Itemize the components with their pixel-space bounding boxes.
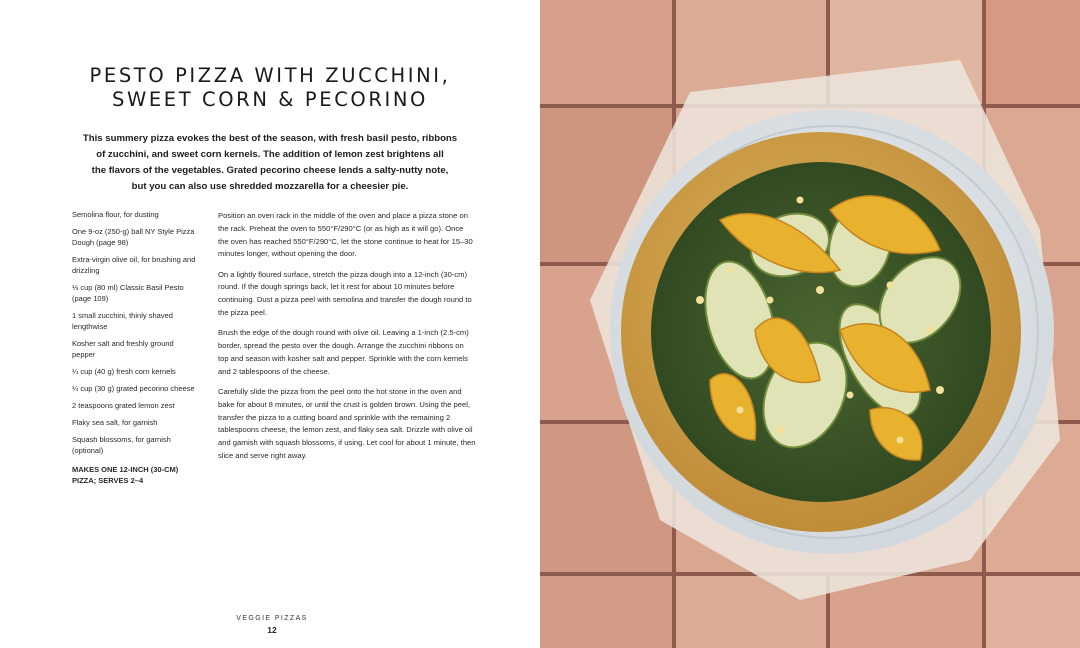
- ingredient-item: ⅓ cup (80 ml) Classic Basil Pesto (page 109): [72, 283, 184, 303]
- method-steps: [218, 210, 476, 470]
- ingredient-item: Squash blossoms, for garnish (optional): [72, 435, 171, 455]
- ingredient-item: 2 teaspoons grated lemon zest: [72, 401, 175, 410]
- ingredient-item: Extra-virgin olive oil, for brushing and drizzling: [72, 255, 196, 275]
- ingredient-item: ¼ cup (40 g) fresh corn kernels: [72, 367, 176, 376]
- section-name: VEGGIE PIZZAS: [236, 615, 308, 622]
- recipe-intro: [74, 131, 466, 195]
- page-number: 12: [267, 625, 277, 635]
- pesto-layer: [651, 162, 991, 502]
- recipe-title-line-1: PESTO PIZZA WITH ZUCCHINI,: [89, 64, 451, 87]
- ingredient-item: Flaky sea salt, for garnish: [72, 418, 158, 427]
- intro-line: of zucchini, and sweet corn kernels. The addition of lemon zest brightens all: [96, 149, 444, 160]
- pizza-illustration: [540, 0, 1080, 648]
- method-step: Position an oven rack in the middle of the oven and place a pizza stone on the rack. Preheat the oven to 550°F/290°C (or as high as it will go). Once the oven has reached 550°F/290°C, let the stone continue to heat for 15–30 minutes longer, without opening the door.: [218, 211, 473, 259]
- intro-line: but you can also use shredded mozzarella for a cheesier pie.: [131, 181, 409, 192]
- recipe-title-line-2: SWEET CORN & PECORINO: [112, 88, 428, 111]
- pizza-photo: [540, 0, 1080, 648]
- recipe-title: [40, 64, 500, 112]
- method-step: Brush the edge of the dough round with olive oil. Leaving a 1-inch (2.5-cm) border, spread the pesto over the dough. Arrange the zucchini ribbons on top and season with kosher salt and pepper. Sprinkle with the corn kernels and 2 tablespoons of the cheese.: [218, 328, 469, 376]
- recipe-yield: MAKES ONE 12-INCH (30-CM) PIZZA; SERVES 2–4: [72, 465, 179, 485]
- method-step: On a lightly floured surface, stretch the pizza dough into a 12-inch (30-cm) round. If the dough springs back, let it rest for about 10 minutes before continuing. Dust a pizza peel with semolina and transfer the dough round to the pizza peel.: [218, 269, 472, 318]
- intro-line: the flavors of the vegetables. Grated pecorino cheese lends a salty-nutty note,: [91, 165, 449, 176]
- ingredient-item: One 9-oz (250-g) ball NY Style Pizza Dough (page 98): [72, 227, 195, 247]
- ingredient-item: 1 small zucchini, thinly shaved lengthwise: [72, 311, 173, 331]
- ingredient-item: ¼ cup (30 g) grated pecorino cheese: [72, 384, 195, 393]
- page-footer: [200, 615, 344, 635]
- ingredient-item: Kosher salt and freshly ground pepper: [72, 339, 174, 359]
- ingredient-item: Semolina flour, for dusting: [72, 210, 159, 219]
- method-step: Carefully slide the pizza from the peel onto the hot stone in the oven and bake for about 8 minutes, or until the crust is golden brown. Using the peel, transfer the pizza to a cutting board and sprinkle with the remaining 2 tablespoons cheese, the lemon zest, and flaky sea salt. Drizzle with olive oil and garnish with squash blossoms, if using. Let cool for about 1 minute, then slice and serve right away.: [218, 387, 476, 461]
- intro-line: This summery pizza evokes the best of the season, with fresh basil pesto, ribbons: [82, 133, 458, 144]
- ingredient-list: [72, 209, 198, 486]
